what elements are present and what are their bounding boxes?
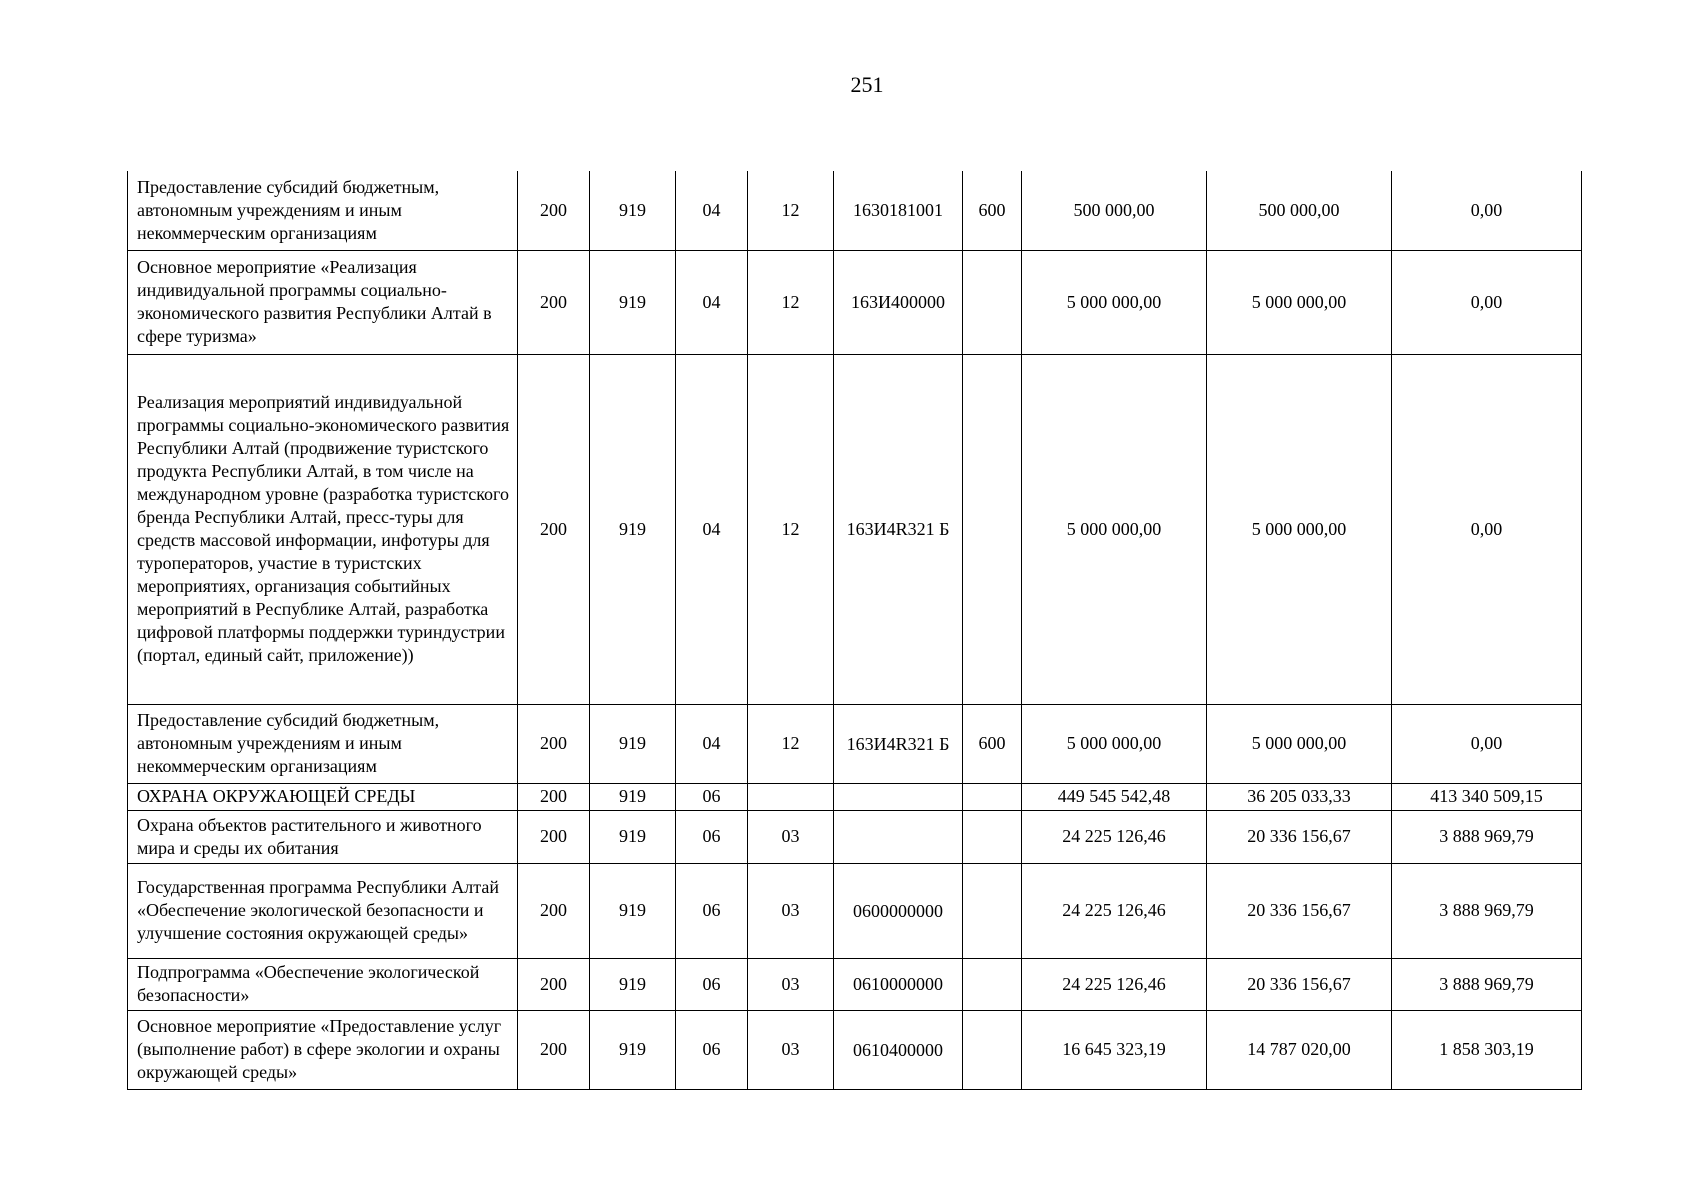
row-description: Реализация мероприятий индивидуальной программы социально-экономического развития Республики Алтай (продвижение туристского продукта Республики Алтай, в том числе на международном уровне (разработка туристского бренда Республики Алтай, пресс-туры для средств массовой информации, инфотуры для туроператоров, участие в туристских мероприятиях, организация событийных мероприятий в Республике Алтай, разработка цифровой платформы поддержки туриндустрии (портал, единый сайт, приложение)) xyxy=(128,354,518,704)
row-description: Охрана объектов растительного и животного мира и среды их обитания xyxy=(128,810,518,863)
row-description: Основное мероприятие «Предоставление услуг (выполнение работ) в сфере экологии и охраны окружающей среды» xyxy=(128,1010,518,1089)
row-description: Основное мероприятие «Реализация индивидуальной программы социально-экономического развития Республики Алтай в сфере туризма» xyxy=(128,250,518,354)
cell-pr: 12 xyxy=(748,354,834,704)
cell-code: 200 xyxy=(518,1010,590,1089)
cell-code: 200 xyxy=(518,863,590,958)
cell-vr: 600 xyxy=(963,704,1022,783)
cell-other: 0,00 xyxy=(1392,250,1582,354)
cell-other: 0,00 xyxy=(1392,354,1582,704)
cell-vr xyxy=(963,810,1022,863)
cell-grbs: 919 xyxy=(590,958,676,1010)
cell-rz: 06 xyxy=(676,1010,748,1089)
cell-csr: 163И4R321 Б xyxy=(834,704,963,783)
cell-rz: 06 xyxy=(676,863,748,958)
cell-vr xyxy=(963,863,1022,958)
cell-fed: 36 205 033,33 xyxy=(1207,783,1392,810)
cell-total: 16 645 323,19 xyxy=(1022,1010,1207,1089)
budget-table xyxy=(127,171,1582,1090)
cell-other: 3 888 969,79 xyxy=(1392,863,1582,958)
cell-vr: 600 xyxy=(963,171,1022,250)
cell-rz: 04 xyxy=(676,171,748,250)
cell-csr xyxy=(834,783,963,810)
cell-pr: 03 xyxy=(748,863,834,958)
cell-fed: 500 000,00 xyxy=(1207,171,1392,250)
cell-pr: 12 xyxy=(748,704,834,783)
cell-fed: 5 000 000,00 xyxy=(1207,704,1392,783)
row-description: Подпрограмма «Обеспечение экологической безопасности» xyxy=(128,958,518,1010)
cell-csr: 0610000000 xyxy=(834,958,963,1010)
cell-code: 200 xyxy=(518,354,590,704)
cell-grbs: 919 xyxy=(590,250,676,354)
cell-other: 0,00 xyxy=(1392,704,1582,783)
cell-csr: 0610400000 xyxy=(834,1010,963,1089)
cell-csr: 163И400000 xyxy=(834,250,963,354)
cell-total: 5 000 000,00 xyxy=(1022,250,1207,354)
cell-pr: 03 xyxy=(748,1010,834,1089)
cell-pr: 12 xyxy=(748,250,834,354)
cell-csr: 1630181001 xyxy=(834,171,963,250)
cell-rz: 04 xyxy=(676,704,748,783)
cell-total: 24 225 126,46 xyxy=(1022,863,1207,958)
table-row xyxy=(128,783,1582,810)
cell-other: 1 858 303,19 xyxy=(1392,1010,1582,1089)
cell-grbs: 919 xyxy=(590,354,676,704)
table-row xyxy=(128,354,1582,704)
cell-fed: 5 000 000,00 xyxy=(1207,250,1392,354)
cell-vr xyxy=(963,783,1022,810)
cell-vr xyxy=(963,354,1022,704)
table-row xyxy=(128,250,1582,354)
row-description: Государственная программа Республики Алтай «Обеспечение экологической безопасности и улучшение состояния окружающей среды» xyxy=(128,863,518,958)
cell-csr xyxy=(834,810,963,863)
cell-fed: 20 336 156,67 xyxy=(1207,863,1392,958)
cell-total: 449 545 542,48 xyxy=(1022,783,1207,810)
cell-code: 200 xyxy=(518,810,590,863)
cell-vr xyxy=(963,250,1022,354)
cell-other: 0,00 xyxy=(1392,171,1582,250)
cell-fed: 20 336 156,67 xyxy=(1207,810,1392,863)
cell-grbs: 919 xyxy=(590,171,676,250)
cell-pr: 12 xyxy=(748,171,834,250)
page-number: 251 xyxy=(850,72,884,97)
cell-total: 5 000 000,00 xyxy=(1022,354,1207,704)
cell-rz: 04 xyxy=(676,250,748,354)
row-description: ОХРАНА ОКРУЖАЮЩЕЙ СРЕДЫ xyxy=(128,783,518,810)
table-row xyxy=(128,1010,1582,1089)
cell-csr: 163И4R321 Б xyxy=(834,354,963,704)
cell-fed: 5 000 000,00 xyxy=(1207,354,1392,704)
table-row xyxy=(128,704,1582,783)
cell-total: 24 225 126,46 xyxy=(1022,810,1207,863)
cell-vr xyxy=(963,1010,1022,1089)
cell-code: 200 xyxy=(518,783,590,810)
cell-pr: 03 xyxy=(748,810,834,863)
cell-other: 3 888 969,79 xyxy=(1392,810,1582,863)
cell-vr xyxy=(963,958,1022,1010)
cell-other: 413 340 509,15 xyxy=(1392,783,1582,810)
cell-pr: 03 xyxy=(748,958,834,1010)
cell-grbs: 919 xyxy=(590,704,676,783)
cell-other: 3 888 969,79 xyxy=(1392,958,1582,1010)
cell-pr xyxy=(748,783,834,810)
cell-total: 24 225 126,46 xyxy=(1022,958,1207,1010)
cell-rz: 06 xyxy=(676,810,748,863)
table-row xyxy=(128,171,1582,250)
table-row xyxy=(128,863,1582,958)
cell-total: 5 000 000,00 xyxy=(1022,704,1207,783)
cell-rz: 04 xyxy=(676,354,748,704)
row-description: Предоставление субсидий бюджетным, автономным учреждениям и иным некоммерческим организациям xyxy=(128,171,518,250)
cell-rz: 06 xyxy=(676,958,748,1010)
cell-csr: 0600000000 xyxy=(834,863,963,958)
table-row xyxy=(128,810,1582,863)
cell-code: 200 xyxy=(518,958,590,1010)
cell-fed: 14 787 020,00 xyxy=(1207,1010,1392,1089)
cell-total: 500 000,00 xyxy=(1022,171,1207,250)
cell-grbs: 919 xyxy=(590,1010,676,1089)
cell-code: 200 xyxy=(518,171,590,250)
cell-code: 200 xyxy=(518,704,590,783)
cell-grbs: 919 xyxy=(590,863,676,958)
row-description: Предоставление субсидий бюджетным, автономным учреждениям и иным некоммерческим организациям xyxy=(128,704,518,783)
cell-grbs: 919 xyxy=(590,783,676,810)
cell-grbs: 919 xyxy=(590,810,676,863)
cell-fed: 20 336 156,67 xyxy=(1207,958,1392,1010)
cell-code: 200 xyxy=(518,250,590,354)
table-row xyxy=(128,958,1582,1010)
cell-rz: 06 xyxy=(676,783,748,810)
